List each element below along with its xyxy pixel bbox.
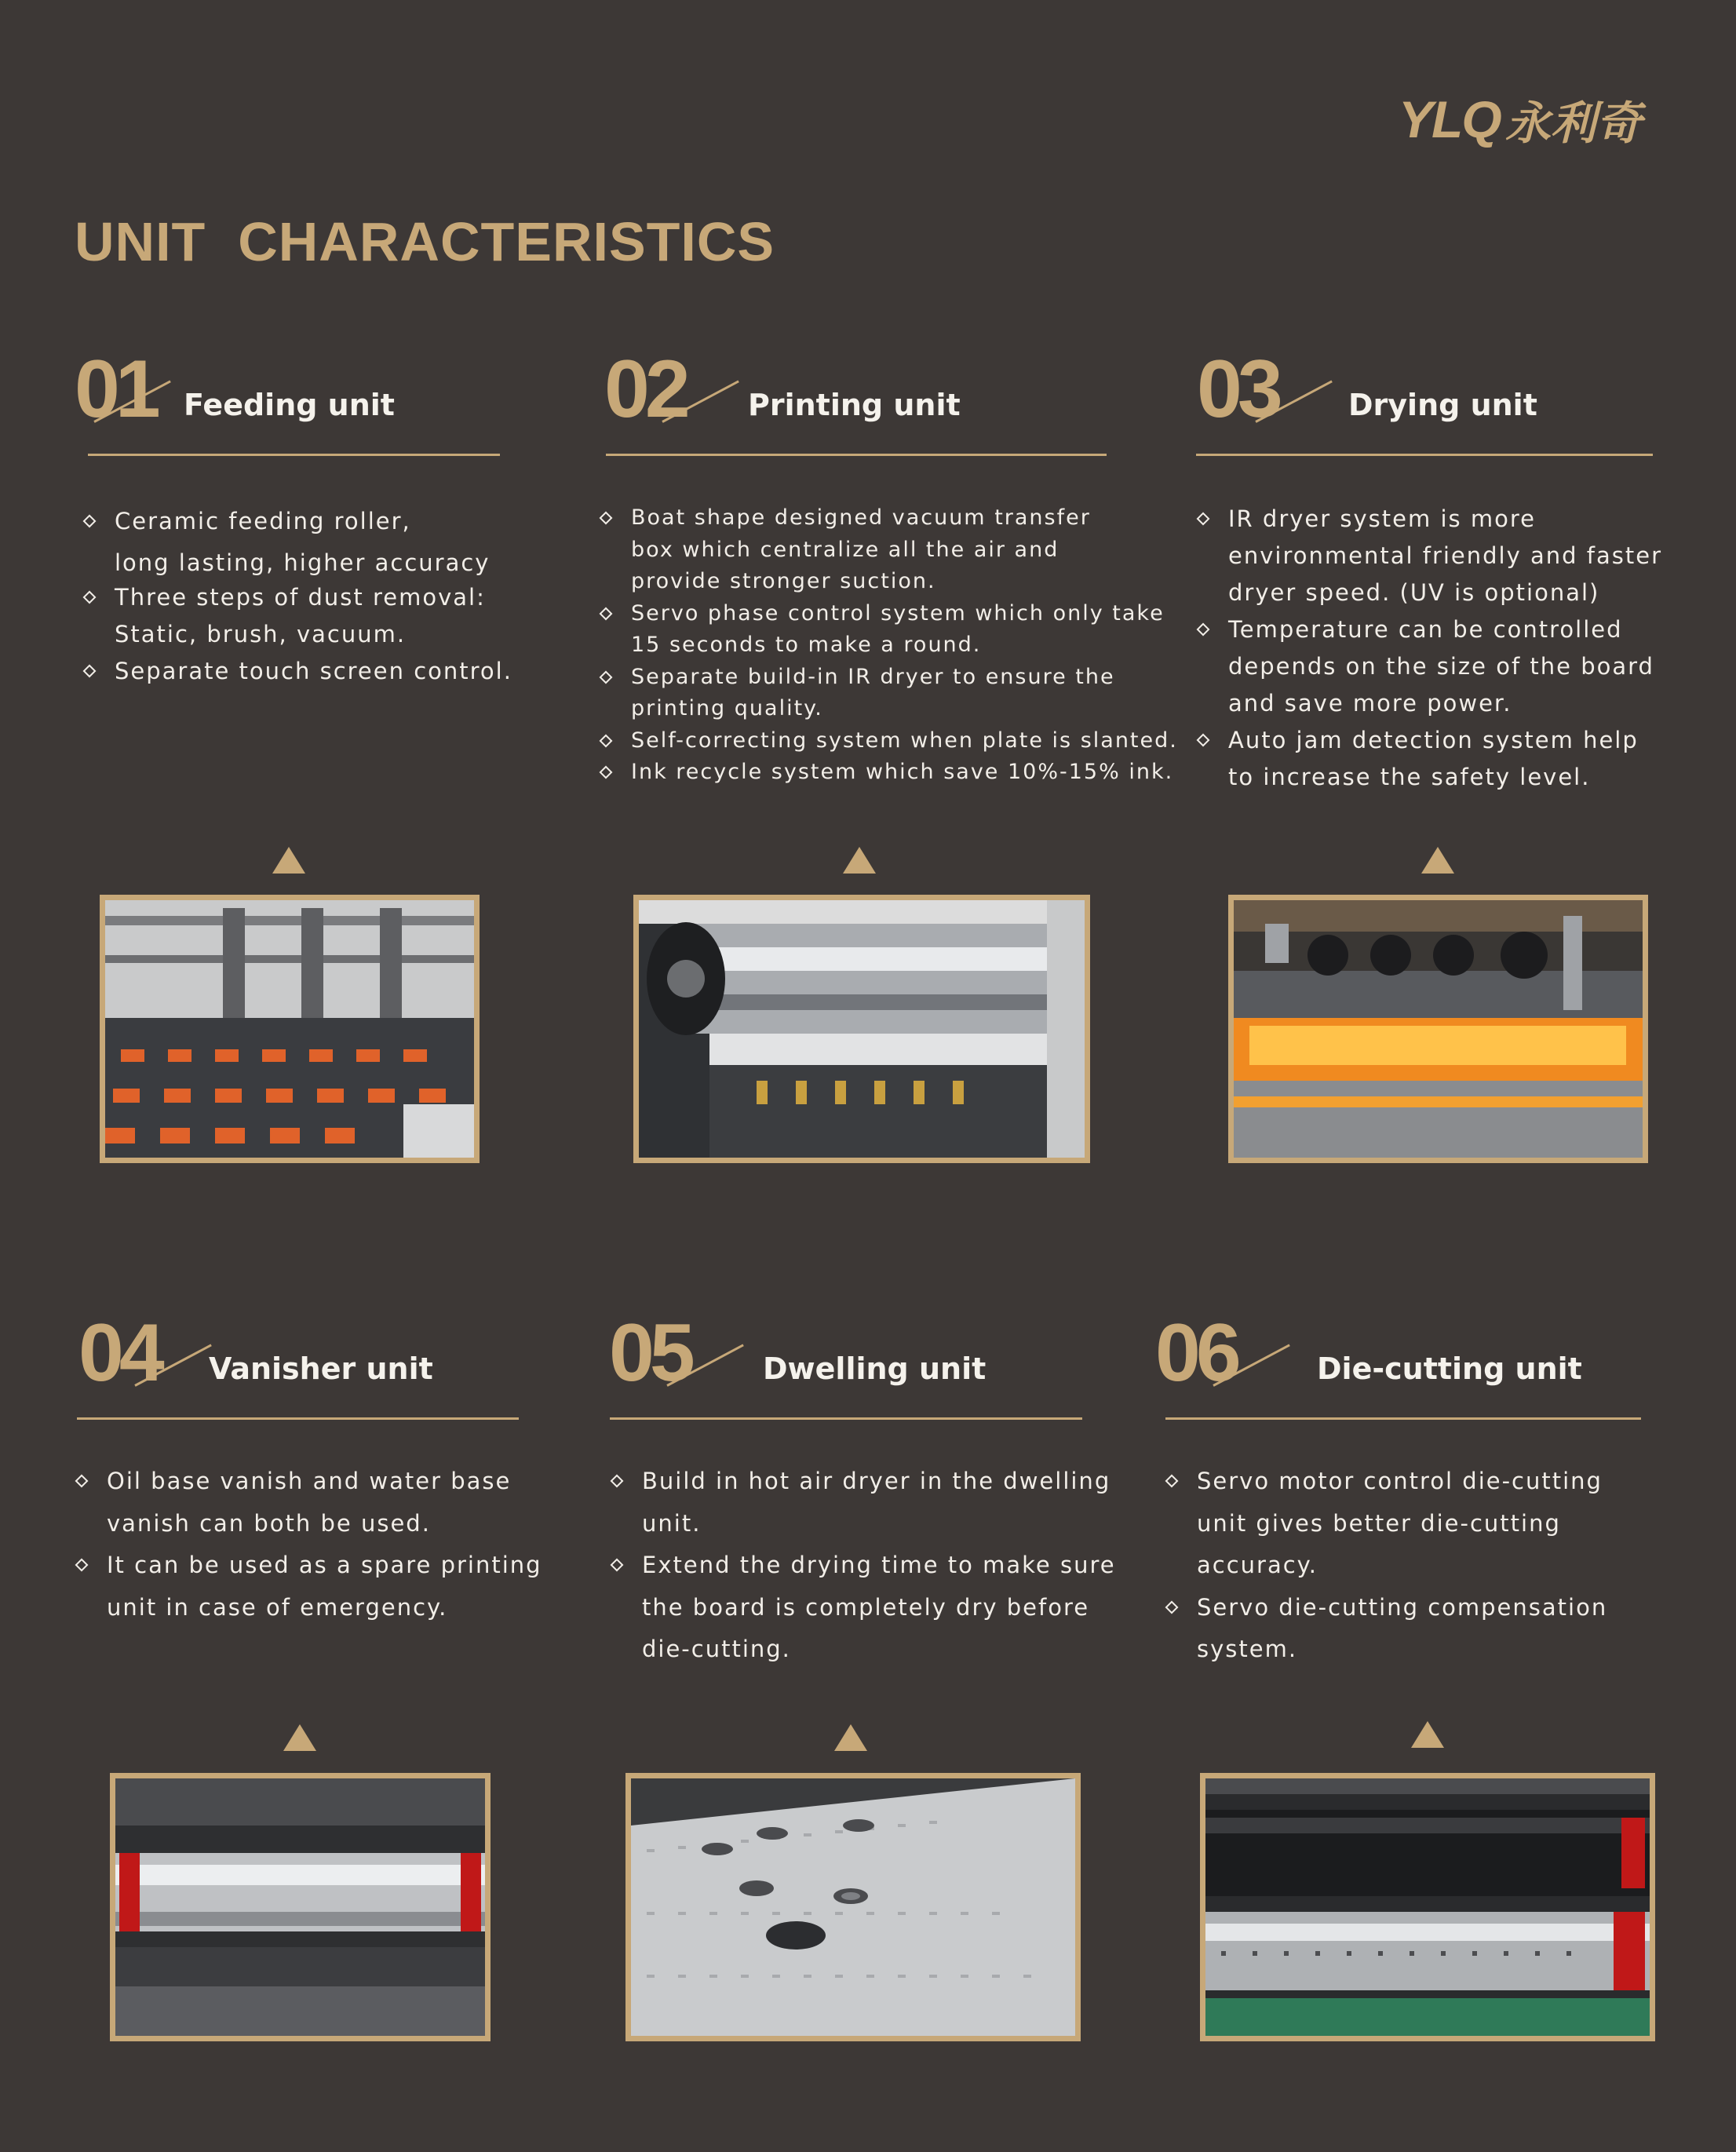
feature-item: Self-correcting system when plate is slanted. <box>601 725 1178 757</box>
feature-item: Extend the drying time to make sure the board is completely dry before die-cutting. <box>612 1545 1116 1671</box>
unit-name: Dwelling unit <box>763 1351 987 1386</box>
unit-divider <box>1196 454 1653 456</box>
feature-item: Temperature can be controlled depends on the size of the board and save more power. <box>1198 611 1662 722</box>
pointer-triangle <box>843 847 876 874</box>
unit-divider <box>88 454 500 456</box>
vanisher-roller-photo <box>110 1773 491 2041</box>
unit-name: Drying unit <box>1348 388 1537 422</box>
feature-item: Oil base vanish and water base vanish can both be used. <box>77 1461 542 1545</box>
feature-item: IR dryer system is more environmental friendly and faster dryer speed. (UV is optional) <box>1198 501 1662 611</box>
unit-number: 02 <box>604 344 686 435</box>
pointer-triangle <box>834 1724 867 1751</box>
unit-name: Die-cutting unit <box>1317 1351 1582 1386</box>
feature-item: Auto jam detection system help to increase the safety level. <box>1198 722 1662 796</box>
feature-item: Servo motor control die-cutting unit gives better die-cutting accuracy. <box>1167 1461 1607 1587</box>
unit-number: 01 <box>75 344 156 435</box>
feeding-machine-photo <box>100 895 480 1163</box>
feature-item: Separate build-in IR dryer to ensure the printing quality. <box>601 662 1178 725</box>
feature-item: It can be used as a spare printing unit in case of emergency. <box>77 1545 542 1629</box>
feature-list <box>1167 1461 1607 1671</box>
pointer-triangle <box>272 847 305 874</box>
unit-number: 05 <box>609 1308 691 1399</box>
unit-name: Feeding unit <box>184 388 395 422</box>
pointer-triangle <box>283 1724 316 1751</box>
feature-item: Boat shape designed vacuum transfer box which centralize all the air and provide stronger suction. <box>601 502 1178 598</box>
feature-item: Servo die-cutting compensation system. <box>1167 1587 1607 1671</box>
die-cutting-roller-photo <box>1200 1773 1655 2041</box>
brand-logo <box>1399 88 1662 151</box>
unit-number: 03 <box>1197 344 1278 435</box>
page-title: UNIT CHARACTERISTICS <box>75 211 775 272</box>
unit-divider <box>610 1417 1082 1420</box>
ir-dryer-photo <box>1228 895 1648 1163</box>
feature-item: Three steps of dust removal: Static, brush, vacuum. <box>85 579 512 653</box>
logo-latin: YLQ <box>1399 90 1501 148</box>
printing-roller-photo <box>633 895 1090 1163</box>
unit-divider <box>606 454 1107 456</box>
feature-item: Ink recycle system which save 10%-15% ink. <box>601 757 1178 789</box>
unit-divider <box>1165 1417 1641 1420</box>
unit-number: 06 <box>1155 1308 1237 1399</box>
pointer-triangle <box>1411 1721 1444 1748</box>
logo-chinese: 永利奇 <box>1504 98 1642 149</box>
feature-item: Build in hot air dryer in the dwelling unit. <box>612 1461 1116 1545</box>
pointer-triangle <box>1421 847 1454 874</box>
unit-name: Vanisher unit <box>209 1351 433 1386</box>
dwelling-table-photo <box>625 1773 1081 2041</box>
feature-list <box>1198 501 1662 796</box>
feature-item: Ceramic feeding roller, long lasting, higher accuracy <box>85 501 512 584</box>
unit-name: Printing unit <box>748 388 961 422</box>
feature-list <box>77 1461 542 1629</box>
feature-list <box>85 501 512 690</box>
unit-number: 04 <box>78 1308 160 1399</box>
feature-item: Separate touch screen control. <box>85 653 512 690</box>
unit-divider <box>77 1417 519 1420</box>
feature-list <box>612 1461 1116 1671</box>
feature-list <box>601 502 1178 789</box>
feature-item: Servo phase control system which only take 15 seconds to make a round. <box>601 598 1178 662</box>
